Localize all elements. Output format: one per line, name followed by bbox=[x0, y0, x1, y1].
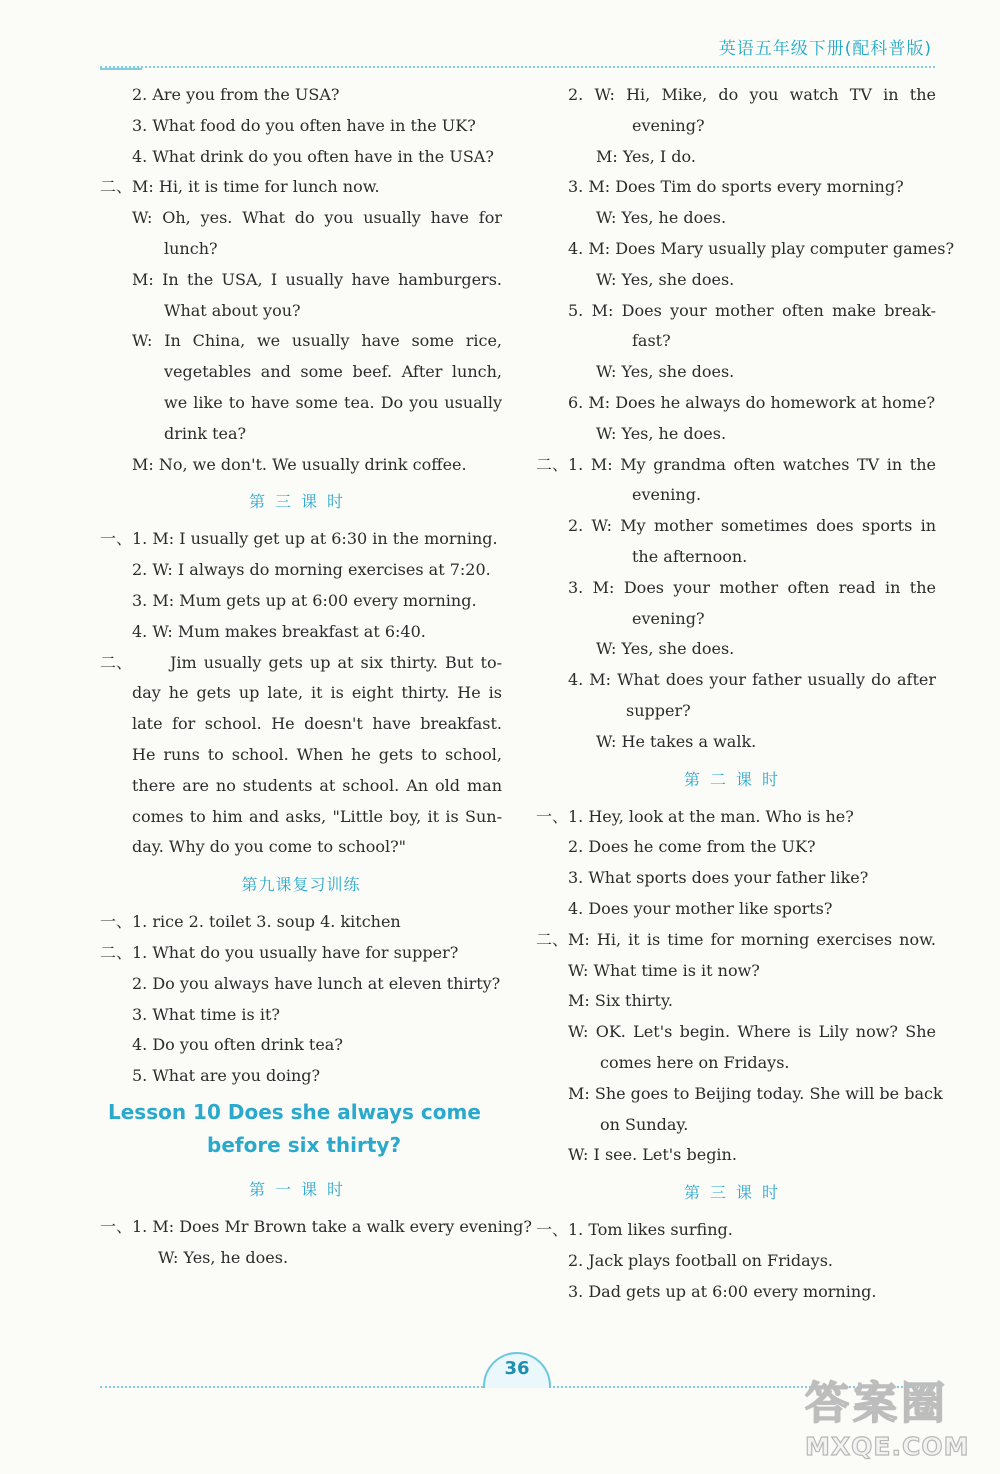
text-line bbox=[536, 1079, 943, 1110]
line-text: supper? bbox=[626, 700, 691, 720]
section-heading: 第三课时 bbox=[248, 492, 353, 512]
lesson-title bbox=[100, 1096, 502, 1162]
text-line bbox=[536, 388, 936, 419]
line-text: M: Six thirty. bbox=[568, 991, 673, 1011]
text-line bbox=[536, 894, 936, 925]
line-text: there are no students at school. An old man bbox=[132, 775, 502, 795]
line-text: 4. W: Mum makes breakfast at 6:40. bbox=[132, 621, 426, 641]
text-line bbox=[536, 265, 936, 296]
watermark-text: 答案圈 bbox=[805, 1378, 949, 1429]
line-text: 3. What time is it? bbox=[132, 1004, 280, 1024]
line-text: 2. W: I always do morning exercises at 7:20. bbox=[132, 560, 491, 580]
section-marker: 一、 bbox=[536, 1220, 569, 1240]
text-line bbox=[100, 1243, 502, 1274]
line-text: day he gets up late, it is eight thirty. He is bbox=[132, 683, 502, 703]
line-text: 4. Does your mother like sports? bbox=[568, 898, 833, 918]
text-line bbox=[536, 419, 936, 450]
text-line bbox=[100, 111, 502, 142]
line-text: the afternoon. bbox=[632, 546, 748, 566]
section-marker: 一、 bbox=[100, 1216, 133, 1236]
watermark-url: MXQE.COM bbox=[805, 1432, 970, 1461]
text-line bbox=[100, 1061, 502, 1092]
line-text: late for school. He doesn't have breakfast. bbox=[132, 714, 502, 734]
header-divider bbox=[100, 66, 935, 68]
line-text: 4. M: Does Mary usually play computer games? bbox=[568, 238, 955, 258]
line-text: 2. W: My mother sometimes does sports in bbox=[568, 516, 936, 536]
text-line bbox=[536, 863, 936, 894]
line-text: 3. What food do you often have in the UK? bbox=[132, 115, 476, 135]
text-line bbox=[100, 450, 502, 481]
text-line bbox=[536, 511, 936, 542]
line-text: 2. Do you always have lunch at eleven thirty? bbox=[132, 973, 501, 993]
text-line bbox=[100, 326, 502, 357]
text-line bbox=[536, 634, 936, 665]
text-line bbox=[100, 555, 502, 586]
text-line bbox=[536, 1017, 936, 1048]
text-line bbox=[100, 265, 502, 296]
text-line bbox=[536, 696, 936, 727]
line-text: evening. bbox=[632, 485, 702, 505]
page-number: 36 bbox=[504, 1358, 530, 1379]
text-line bbox=[536, 1277, 936, 1308]
text-line bbox=[100, 80, 502, 111]
line-text: comes to him and asks, "Little boy, it is Sun- bbox=[132, 806, 502, 826]
lesson-title-line-1: Lesson 10 Does she always come bbox=[108, 1099, 481, 1124]
text-line bbox=[536, 542, 936, 573]
text-line bbox=[536, 450, 936, 481]
text-line bbox=[100, 586, 502, 617]
line-text: W: Oh, yes. What do you usually have for bbox=[132, 208, 502, 228]
text-line bbox=[536, 111, 936, 142]
line-text: W: Yes, he does. bbox=[596, 423, 727, 443]
line-text: 4. M: What does your father usually do after bbox=[568, 670, 936, 690]
text-line bbox=[536, 296, 936, 327]
line-text: drink tea? bbox=[164, 423, 247, 443]
right-column bbox=[536, 80, 955, 1307]
text-line bbox=[536, 234, 955, 265]
text-line bbox=[536, 357, 936, 388]
line-text: 3. M: Does your mother often read in the bbox=[568, 577, 936, 597]
book-title: 英语五年级下册(配科普版) bbox=[718, 39, 932, 59]
section-heading: 第一课时 bbox=[248, 1179, 353, 1199]
line-text: 1. M: My grandma often watches TV in the bbox=[568, 454, 936, 474]
line-text: Jim usually gets up at six thirty. But to- bbox=[170, 652, 502, 672]
text-line bbox=[100, 969, 502, 1000]
line-text: W: Yes, he does. bbox=[158, 1247, 289, 1267]
line-text: M: No, we don't. We usually drink coffee. bbox=[132, 454, 467, 474]
text-line bbox=[100, 357, 502, 388]
line-text: W: What time is it now? bbox=[568, 960, 760, 980]
text-line bbox=[100, 172, 502, 203]
text-line bbox=[536, 203, 936, 234]
text-line bbox=[536, 832, 936, 863]
text-line bbox=[536, 1048, 936, 1079]
line-text: fast? bbox=[632, 331, 671, 351]
text-line bbox=[536, 1215, 936, 1246]
text-line bbox=[536, 573, 936, 604]
line-text: 1. Tom likes surfing. bbox=[568, 1220, 733, 1240]
text-line bbox=[536, 142, 936, 173]
line-text: 2. W: Hi, Mike, do you watch TV in the bbox=[568, 85, 936, 104]
line-text: 6. M: Does he always do homework at home? bbox=[568, 392, 936, 412]
text-line bbox=[100, 648, 502, 679]
text-line bbox=[100, 832, 502, 863]
line-text: 5. M: Does your mother often make break- bbox=[568, 300, 936, 320]
line-text: What about you? bbox=[164, 300, 301, 320]
text-line bbox=[100, 709, 502, 740]
text-line bbox=[100, 142, 502, 173]
text-line bbox=[536, 925, 936, 956]
line-text: 3. Dad gets up at 6:00 every morning. bbox=[568, 1281, 877, 1301]
text-line bbox=[536, 604, 936, 635]
text-line bbox=[100, 938, 502, 969]
line-text: M: She goes to Beijing today. She will be back bbox=[568, 1083, 943, 1103]
section-marker: 二、 bbox=[100, 942, 133, 962]
line-text: we like to have some tea. Do you usually bbox=[164, 392, 502, 412]
text-line bbox=[536, 665, 936, 696]
line-text: W: Yes, she does. bbox=[596, 269, 735, 289]
text-line bbox=[536, 80, 936, 111]
line-text: W: In China, we usually have some rice, bbox=[132, 331, 502, 351]
section-marker: 一、 bbox=[100, 529, 133, 549]
line-text: 2. Does he come from the UK? bbox=[568, 837, 816, 857]
text-line bbox=[536, 727, 936, 758]
text-line bbox=[536, 480, 936, 511]
line-text: 2. Jack plays football on Fridays. bbox=[568, 1250, 834, 1270]
line-text: 1. M: I usually get up at 6:30 in the morning. bbox=[132, 529, 498, 549]
line-text: W: OK. Let's begin. Where is Lily now? She bbox=[568, 1022, 936, 1042]
text-line bbox=[100, 388, 502, 419]
line-text: vegetables and some beef. After lunch, bbox=[164, 362, 502, 382]
text-line bbox=[100, 802, 502, 833]
text-line bbox=[100, 771, 502, 802]
text-line bbox=[100, 203, 502, 234]
page-number-badge bbox=[483, 1352, 551, 1388]
section-marker: 二、 bbox=[100, 177, 133, 197]
section-marker: 二、 bbox=[100, 652, 133, 672]
text-line bbox=[100, 678, 502, 709]
section-heading: 第九课复习训练 bbox=[241, 875, 361, 895]
text-line bbox=[536, 986, 936, 1017]
text-line bbox=[100, 524, 502, 555]
text-line bbox=[536, 1140, 936, 1171]
text-line bbox=[536, 326, 936, 357]
text-line bbox=[100, 1212, 532, 1243]
line-text: lunch? bbox=[164, 238, 218, 258]
line-text: W: Yes, she does. bbox=[596, 639, 735, 659]
text-line bbox=[100, 1000, 502, 1031]
left-column bbox=[100, 80, 532, 1274]
line-text: He runs to school. When he gets to school, bbox=[132, 744, 502, 764]
text-line bbox=[100, 234, 502, 265]
line-text: M: In the USA, I usually have hamburgers. bbox=[132, 269, 502, 289]
lesson-title-line-2: before six thirty? bbox=[207, 1132, 402, 1157]
section-marker: 一、 bbox=[536, 806, 569, 826]
line-text: evening? bbox=[632, 608, 705, 628]
line-text: 1. M: Does Mr Brown take a walk every evening? bbox=[132, 1216, 532, 1236]
text-line bbox=[536, 172, 936, 203]
line-text: W: He takes a walk. bbox=[596, 731, 757, 751]
section-heading: 第二课时 bbox=[683, 769, 788, 789]
text-line bbox=[100, 740, 502, 771]
line-text: 1. rice 2. toilet 3. soup 4. kitchen bbox=[132, 912, 401, 932]
line-text: 3. What sports does your father like? bbox=[568, 868, 869, 888]
line-text: W: I see. Let's begin. bbox=[568, 1145, 737, 1165]
text-line bbox=[536, 1246, 936, 1277]
text-line bbox=[100, 296, 502, 327]
text-line bbox=[100, 419, 502, 450]
line-text: 3. M: Mum gets up at 6:00 every morning. bbox=[132, 590, 477, 610]
section-marker: 一、 bbox=[100, 912, 133, 932]
line-text: M: Hi, it is time for lunch now. bbox=[132, 177, 380, 197]
line-text: M: Hi, it is time for morning exercises now. bbox=[568, 929, 936, 949]
line-text: day. Why do you come to school?" bbox=[132, 837, 407, 857]
line-text: 4. Do you often drink tea? bbox=[132, 1035, 343, 1055]
line-text: W: Yes, he does. bbox=[596, 208, 727, 228]
line-text: W: Yes, she does. bbox=[596, 362, 735, 382]
text-line bbox=[536, 956, 936, 987]
line-text: comes here on Fridays. bbox=[600, 1052, 790, 1072]
section-heading: 第三课时 bbox=[683, 1183, 788, 1203]
line-text: on Sunday. bbox=[600, 1114, 689, 1134]
line-text: 1. Hey, look at the man. Who is he? bbox=[568, 806, 854, 826]
line-text: 2. Are you from the USA? bbox=[132, 85, 340, 104]
line-text: 1. What do you usually have for supper? bbox=[132, 942, 459, 962]
line-text: 4. What drink do you often have in the USA? bbox=[132, 146, 494, 166]
text-line bbox=[536, 802, 936, 833]
line-text: evening? bbox=[632, 115, 705, 135]
line-text: 3. M: Does Tim do sports every morning? bbox=[568, 177, 904, 197]
line-text: M: Yes, I do. bbox=[596, 146, 696, 166]
line-text: 5. What are you doing? bbox=[132, 1066, 321, 1086]
text-line bbox=[100, 907, 502, 938]
text-line bbox=[100, 1030, 502, 1061]
watermark-logo bbox=[805, 1378, 990, 1468]
section-marker: 二、 bbox=[536, 454, 569, 474]
section-marker: 二、 bbox=[536, 929, 569, 949]
text-line bbox=[536, 1110, 936, 1141]
text-line bbox=[100, 617, 502, 648]
